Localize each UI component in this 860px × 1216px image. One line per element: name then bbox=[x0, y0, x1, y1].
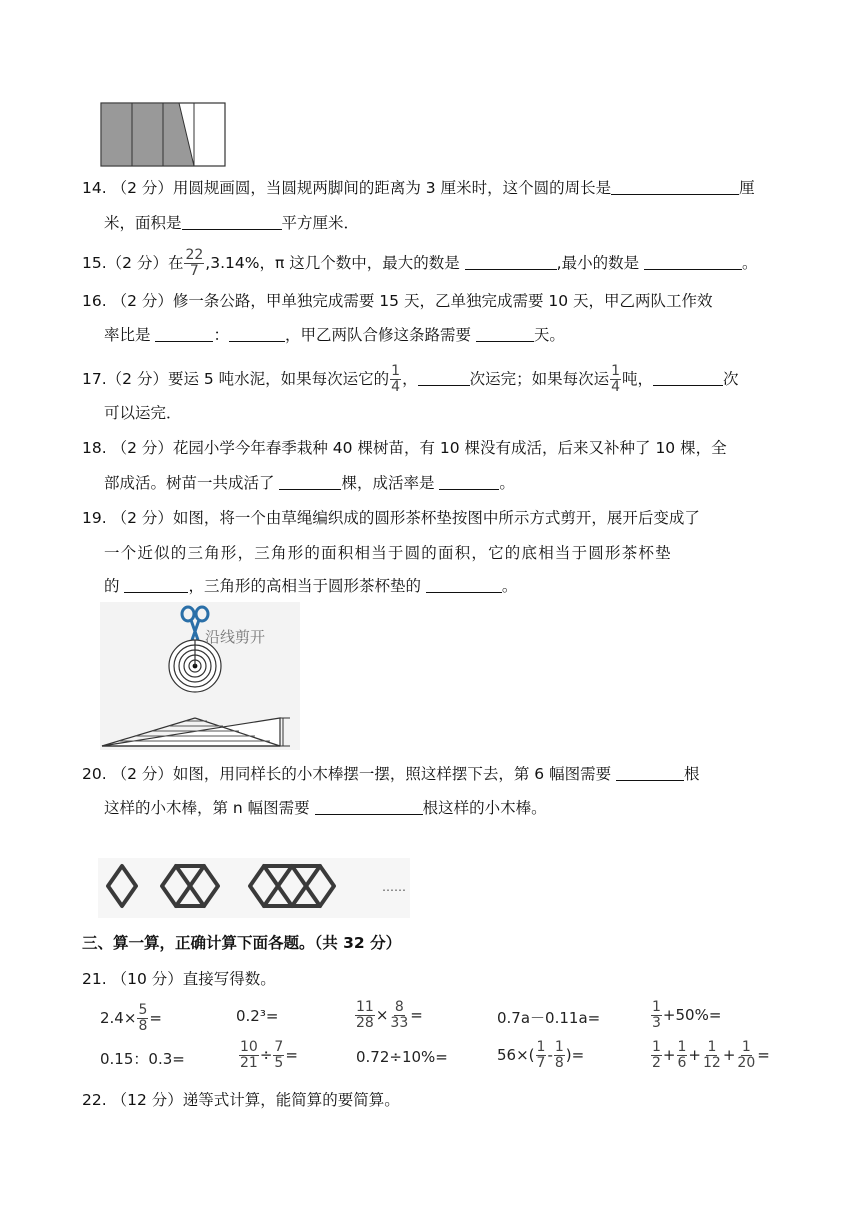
calc-item bbox=[497, 1040, 584, 1071]
calc-text: + bbox=[662, 1046, 676, 1064]
question-17-text: 次 bbox=[723, 370, 739, 388]
fraction-numerator: 8 bbox=[394, 999, 404, 1015]
answer-blank[interactable] bbox=[616, 764, 684, 781]
question-15-text: ,3.14%，π 这几个数中，最大的数是 bbox=[205, 254, 460, 272]
question-18-text: 。 bbox=[499, 474, 515, 492]
answer-blank[interactable] bbox=[182, 213, 282, 230]
fraction-numerator: 1 bbox=[652, 999, 661, 1015]
coaster-cut-figure bbox=[100, 602, 300, 750]
fraction-numerator: 1 bbox=[707, 1039, 717, 1055]
fraction-numerator: 1 bbox=[741, 1039, 751, 1055]
question-17-text: 可以运完． bbox=[104, 404, 182, 422]
fraction-numerator: 10 bbox=[240, 1039, 258, 1055]
answer-blank[interactable] bbox=[155, 325, 213, 342]
question-15-text: 。 bbox=[742, 254, 758, 272]
question-16-text: ，甲乙两队合修这条路需要 bbox=[284, 326, 471, 344]
question-19-text: 。 bbox=[501, 577, 518, 595]
calc-item: 0.2³= bbox=[236, 1007, 279, 1025]
answer-blank[interactable] bbox=[426, 576, 502, 593]
fraction bbox=[273, 1040, 284, 1071]
fraction-denominator: 33 bbox=[390, 1015, 409, 1031]
question-15-text: ,最小的数是 bbox=[556, 254, 640, 272]
calc-text: = bbox=[285, 1046, 298, 1064]
shaded-rectangle-figure bbox=[100, 102, 228, 168]
question-16-line-1 bbox=[82, 290, 713, 312]
fraction-denominator: 28 bbox=[356, 1015, 374, 1031]
answer-blank[interactable] bbox=[315, 798, 423, 815]
fraction-numerator: 1 bbox=[391, 363, 401, 379]
question-16-line-2 bbox=[104, 324, 565, 346]
matchstick-pattern-figure bbox=[98, 858, 410, 918]
question-18-text: 部成活。树苗一共成活了 bbox=[104, 474, 275, 492]
question-17-line-2 bbox=[104, 402, 182, 424]
ellipsis: …… bbox=[382, 880, 406, 894]
fraction-denominator: 8 bbox=[138, 1018, 148, 1034]
fraction-numerator: 7 bbox=[274, 1039, 284, 1055]
question-17-line-1 bbox=[82, 364, 739, 395]
calc-text: = bbox=[410, 1006, 423, 1024]
calc-item: 0.72÷10%= bbox=[356, 1048, 448, 1066]
answer-blank[interactable] bbox=[653, 369, 723, 386]
answer-blank[interactable] bbox=[124, 576, 188, 593]
fraction bbox=[536, 1040, 547, 1071]
fraction-denominator: 5 bbox=[274, 1055, 284, 1071]
calc-text: × bbox=[375, 1006, 389, 1024]
fraction-denominator: 4 bbox=[611, 379, 621, 395]
question-19-text: ，三角形的高相当于圆形茶杯垫的 bbox=[188, 577, 421, 595]
question-20-text: 这样的小木棒，第 n 幅图需要 bbox=[104, 799, 310, 817]
fraction-denominator: 8 bbox=[554, 1055, 564, 1071]
calc-text: + bbox=[688, 1046, 701, 1064]
question-19-text: 一个近似的三角形，三角形的面积相当于圆的面积，它的底相当于圆形茶杯垫 bbox=[104, 544, 672, 562]
fraction-numerator: 1 bbox=[677, 1039, 687, 1055]
calc-text: = bbox=[757, 1046, 770, 1064]
question-14-text: 平方厘米． bbox=[281, 214, 360, 232]
calc-text: +50%= bbox=[662, 1006, 722, 1024]
fraction bbox=[390, 364, 401, 395]
fraction bbox=[137, 1003, 148, 1034]
concentric-circle-coaster bbox=[169, 640, 221, 692]
fraction-numerator: 1 bbox=[652, 1039, 661, 1055]
answer-blank[interactable] bbox=[418, 369, 470, 386]
fraction-denominator: 7 bbox=[536, 1055, 546, 1071]
fraction bbox=[677, 1040, 688, 1071]
question-17-text: 次运完；如果每次运 bbox=[469, 370, 610, 388]
fraction-denominator: 21 bbox=[240, 1055, 258, 1071]
answer-blank[interactable] bbox=[465, 253, 557, 270]
calc-item bbox=[238, 1040, 298, 1071]
question-14-line-2 bbox=[104, 212, 359, 234]
fraction bbox=[610, 364, 621, 395]
fraction bbox=[651, 1040, 662, 1071]
cut-along-line-label: 沿线剪开 bbox=[205, 628, 266, 646]
calc-item bbox=[650, 1040, 770, 1071]
fraction bbox=[355, 1000, 375, 1031]
question-20-text: 根 bbox=[684, 765, 700, 783]
ratio-colon: ： bbox=[213, 326, 229, 344]
fraction-denominator: 2 bbox=[652, 1055, 661, 1071]
calc-text: 56×( bbox=[497, 1046, 535, 1064]
answer-blank[interactable] bbox=[439, 473, 499, 490]
question-22-title: 22. （12 分）递等式计算，能简算的要简算。 bbox=[82, 1091, 400, 1109]
question-17-text: 17.（2 分）要运 5 吨水泥，如果每次运它的 bbox=[82, 370, 390, 388]
question-15-text: 15.（2 分）在 bbox=[82, 254, 184, 272]
answer-blank[interactable] bbox=[644, 253, 742, 270]
question-16-text: 天。 bbox=[533, 326, 565, 344]
fraction bbox=[239, 1040, 259, 1071]
answer-blank[interactable] bbox=[229, 325, 285, 342]
question-17-text: 吨， bbox=[622, 370, 654, 388]
question-20-line-1 bbox=[82, 763, 700, 785]
fraction-denominator: 6 bbox=[677, 1055, 687, 1071]
calc-text: ÷ bbox=[259, 1046, 273, 1064]
question-14-line-1 bbox=[82, 177, 755, 199]
fraction-denominator: 20 bbox=[737, 1055, 756, 1071]
fraction-denominator: 4 bbox=[391, 379, 401, 395]
calc-text: 2.4× bbox=[100, 1009, 137, 1027]
calc-item bbox=[650, 1000, 721, 1031]
question-18-line-2 bbox=[104, 472, 515, 494]
fraction bbox=[736, 1040, 756, 1071]
question-20-text: 根这样的小木棒。 bbox=[422, 799, 547, 817]
question-14-text: 米，面积是 bbox=[104, 214, 182, 232]
calc-text: - bbox=[547, 1046, 553, 1064]
question-16-text: 16. （2 分）修一条公路，甲单独完成需要 15 天，乙单独完成需要 10 天，甲乙两队工作效 bbox=[82, 292, 713, 310]
question-20-line-2 bbox=[104, 797, 547, 819]
question-19-line-2 bbox=[104, 542, 672, 564]
fraction bbox=[651, 1000, 662, 1031]
question-14-text: 14. （2 分）用圆规画圆，当圆规两脚间的距离为 3 厘米时，这个圆的周长是 bbox=[82, 179, 612, 197]
question-16-text: 率比是 bbox=[104, 326, 151, 344]
question-19-text: 19. （2 分）如图，将一个由草绳编织成的圆形茶杯垫按图中所示方式剪开，展开后变成了 bbox=[82, 509, 700, 527]
fraction-numerator: 22 bbox=[185, 247, 204, 263]
question-15 bbox=[82, 248, 758, 279]
question-19-text: 的 bbox=[104, 577, 120, 595]
fraction bbox=[554, 1040, 565, 1071]
calc-item: 0.15：0.3= bbox=[100, 1050, 185, 1068]
fraction-denominator: 12 bbox=[703, 1055, 721, 1071]
fraction bbox=[389, 1000, 409, 1031]
calc-text: = bbox=[149, 1009, 162, 1027]
fraction-numerator: 5 bbox=[138, 1002, 148, 1018]
calc-item bbox=[100, 1003, 162, 1034]
fraction-numerator: 1 bbox=[611, 363, 621, 379]
question-19-line-3 bbox=[104, 575, 517, 597]
fraction-numerator: 11 bbox=[356, 999, 374, 1015]
calc-text: + bbox=[722, 1046, 736, 1064]
question-20-text: 20. （2 分）如图，用同样长的小木棒摆一摆，照这样摆下去，第 6 幅图需要 bbox=[82, 765, 612, 783]
question-21-title: 21. （10 分）直接写得数。 bbox=[82, 970, 276, 988]
fraction-denominator: 3 bbox=[652, 1015, 661, 1031]
fraction-numerator: 1 bbox=[536, 1039, 546, 1055]
calc-text: )= bbox=[565, 1046, 585, 1064]
question-18-line-1 bbox=[82, 437, 727, 459]
section-3-title: 三、算一算，正确计算下面各题。（共 32 分） bbox=[82, 934, 402, 952]
fraction bbox=[184, 248, 204, 279]
fraction-numerator: 1 bbox=[554, 1039, 564, 1055]
calc-item: 0.7a－0.11a= bbox=[497, 1009, 601, 1027]
question-19-line-1 bbox=[82, 507, 700, 529]
fraction bbox=[702, 1040, 722, 1071]
question-14-unit: 厘 bbox=[739, 179, 755, 197]
fraction-denominator: 7 bbox=[189, 263, 199, 279]
question-17-text: ， bbox=[402, 370, 418, 388]
calc-item bbox=[354, 1000, 423, 1031]
answer-blank[interactable] bbox=[611, 178, 739, 195]
answer-blank[interactable] bbox=[476, 325, 534, 342]
question-18-text: 棵，成活率是 bbox=[341, 474, 435, 492]
question-18-text: 18. （2 分）花园小学今年春季栽种 40 棵树苗，有 10 棵没有成活，后来又补种了 10 棵，全 bbox=[82, 439, 727, 457]
answer-blank[interactable] bbox=[279, 473, 341, 490]
